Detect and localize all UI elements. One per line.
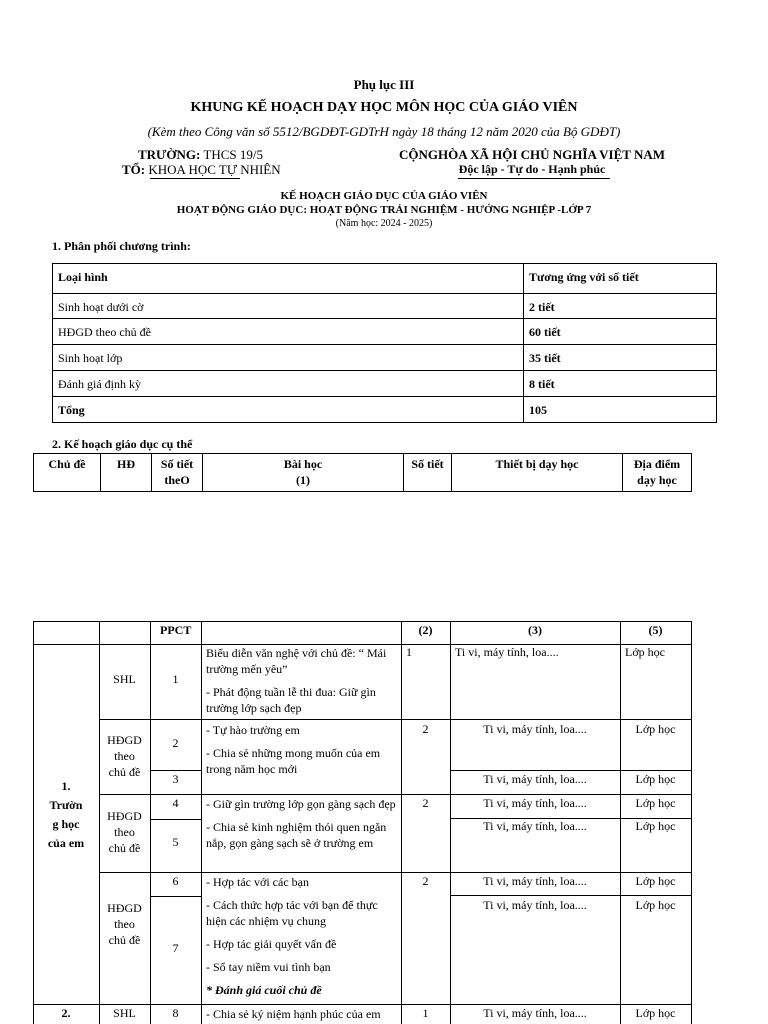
- col-place-header: [623, 454, 692, 492]
- hdgd-line3: chủ đề: [108, 841, 141, 855]
- plan-header-table: [33, 453, 692, 492]
- ppct-value: 4: [172, 796, 179, 810]
- table-row: [53, 319, 717, 345]
- ppct-value: 7: [172, 941, 179, 955]
- equipment-value: Ti vi, máy tính, loa....: [483, 874, 587, 888]
- motto-underline: [458, 178, 610, 179]
- group-line: [122, 162, 281, 178]
- hdgd-line1: HĐGD: [107, 733, 142, 747]
- lesson-text: - Sổ tay niềm vui tình bạn: [206, 960, 331, 974]
- nation-title: CỘNGHÒA XÃ HỘI CHỦ NGHĨA VIỆT NAM: [398, 147, 666, 162]
- appendix-label: Phụ lục III: [353, 77, 415, 92]
- hd-shl-1: SHL: [113, 672, 136, 686]
- lesson-cell-1: [206, 645, 398, 716]
- ppct-header: PPCT: [160, 623, 192, 637]
- place-value: Lớp học: [635, 722, 676, 736]
- row-periods: 60 tiết: [524, 319, 717, 345]
- col-periods-header: Tương ứng với số tiết: [524, 264, 717, 294]
- col-ppct-line1: Số tiết: [160, 457, 194, 471]
- col3-header: (3): [528, 623, 542, 637]
- hd-hdgd-3: [99, 900, 150, 948]
- total-label: Tổng: [53, 397, 524, 423]
- document-title: KHUNG KẾ HOẠCH DẠY HỌC MÔN HỌC CỦA GIÁO VIÊN: [190, 100, 578, 115]
- lesson-text: - Chia sẻ kinh nghiệm thói quen ngăn nắp, gọn gàng sạch sẽ ở trường em: [206, 820, 387, 850]
- place-value: Lớp học: [635, 898, 676, 912]
- group-label: TỔ:: [122, 162, 146, 177]
- col5-header: (5): [648, 623, 663, 637]
- school-label: TRƯỜNG:: [138, 147, 201, 162]
- row-divider: [33, 1004, 692, 1005]
- lesson-text: - Giữ gìn trường lớp gọn gàng sạch đẹp: [206, 797, 396, 811]
- table-row: [53, 345, 717, 371]
- row-divider: [99, 719, 692, 720]
- lesson-text: - Hợp tác giải quyết vấn đề: [206, 937, 337, 951]
- place-value: Lớp học: [635, 772, 676, 786]
- col-divider: [401, 621, 402, 1024]
- equipment-value: Ti vi, máy tính, loa....: [455, 645, 559, 659]
- topic-1-line1: Trườn: [49, 798, 83, 812]
- ppct-value: 6: [172, 874, 179, 888]
- school-name: THCS 19/5: [200, 147, 263, 162]
- row-divider: [150, 770, 201, 771]
- periods-value: 2: [422, 874, 429, 888]
- topic-2: 2.: [61, 1006, 71, 1020]
- table-row: [53, 371, 717, 397]
- col-topic-header: Chủ đề: [34, 454, 101, 492]
- lesson-text: - Chia sẻ kỷ niệm hạnh phúc của em: [206, 1007, 381, 1021]
- hdgd-line1: HĐGD: [107, 809, 142, 823]
- col-equipment-header: Thiết bị dạy học: [452, 454, 623, 492]
- col-type-header: Loại hình: [53, 264, 524, 294]
- equipment-value: Ti vi, máy tính, loa....: [483, 898, 587, 912]
- hdgd-line2: theo: [114, 917, 135, 931]
- distribution-header-row: [53, 264, 717, 294]
- hd-hdgd-2: [99, 808, 150, 856]
- col-ppct-line2: theO: [164, 473, 190, 487]
- place-value: Lớp học: [635, 874, 676, 888]
- periods-value: 1: [406, 645, 412, 659]
- equipment-value: Ti vi, máy tính, loa....: [483, 1006, 587, 1020]
- place-value: Lớp học: [625, 645, 666, 659]
- lesson-text: * Đánh giá cuối chủ đề: [206, 983, 322, 997]
- row-periods: 35 tiết: [524, 345, 717, 371]
- col-ppct-header: [152, 454, 203, 492]
- row-type: Sinh hoạt dưới cờ: [53, 294, 524, 319]
- total-value: 105: [524, 397, 717, 423]
- equipment-value: Ti vi, máy tính, loa....: [483, 796, 587, 810]
- ppct-value: 2: [172, 736, 179, 750]
- hdgd-line3: chủ đề: [108, 933, 141, 947]
- row-periods: 8 tiết: [524, 371, 717, 397]
- hdgd-line2: theo: [114, 825, 135, 839]
- row-divider: [450, 895, 692, 896]
- hdgd-line2: theo: [114, 749, 135, 763]
- table-row: [53, 294, 717, 319]
- hdgd-line1: HĐGD: [107, 901, 142, 915]
- place-value: Lớp học: [635, 796, 676, 810]
- col-lesson-line1: Bài học: [283, 457, 323, 471]
- lesson-text: - Cách thức hợp tác với bạn để thực hiện các nhiệm vụ chung: [206, 898, 378, 928]
- place-value: Lớp học: [635, 819, 676, 833]
- row-divider: [450, 770, 692, 771]
- lesson-text: - Hợp tác với các bạn: [206, 875, 309, 889]
- section2-title: 2. Kế hoạch giáo dục cụ thể: [52, 437, 193, 451]
- periods-value: 1: [422, 1006, 429, 1020]
- col-hd-header: HĐ: [101, 454, 152, 492]
- row-divider: [150, 819, 201, 820]
- hd-shl-2: SHL: [113, 1006, 136, 1020]
- lesson-cell-8: [206, 1006, 398, 1022]
- equipment-value: Ti vi, máy tính, loa....: [483, 819, 587, 833]
- row-divider: [33, 621, 692, 622]
- row-periods: 2 tiết: [524, 294, 717, 319]
- row-type: Đánh giá định kỳ: [53, 371, 524, 397]
- total-row: [53, 397, 717, 423]
- lesson-cell-4: [206, 796, 398, 851]
- topic-1-number: 1.: [61, 779, 71, 793]
- col-place-line2: dạy học: [637, 473, 677, 487]
- equipment-value: Ti vi, máy tính, loa....: [483, 772, 587, 786]
- group-name: KHOA HỌC TỰ NHIÊN: [145, 162, 281, 177]
- row-divider: [99, 872, 692, 873]
- col-lesson-line2: (1): [296, 473, 310, 487]
- distribution-table: [52, 263, 717, 423]
- hdgd-line3: chủ đề: [108, 765, 141, 779]
- lesson-text: - Phát động tuần lễ thi đua: Giữ gìn trường lớp sạch đẹp: [206, 685, 376, 715]
- lesson-text: Biểu diễn văn nghệ với chủ đề: “ Mái trường mến yêu”: [206, 646, 387, 676]
- col2-header: (2): [418, 623, 433, 637]
- activity-title: HOẠT ĐỘNG GIÁO DỤC: HOẠT ĐỘNG TRẢI NGHIỆM - HƯỚNG NGHIỆP -LỚP 7: [176, 204, 592, 216]
- lesson-text: - Tự hào trường em: [206, 723, 300, 737]
- col-place-line1: Địa điểm: [633, 457, 681, 471]
- row-type: Sinh hoạt lớp: [53, 345, 524, 371]
- nation-motto: Độc lập - Tự do - Hạnh phúc: [458, 162, 606, 176]
- row-type: HĐGD theo chủ đề: [53, 319, 524, 345]
- section1-title: 1. Phân phối chương trình:: [52, 239, 191, 253]
- topic-1-line3: của em: [47, 836, 85, 850]
- hd-hdgd-1: [99, 732, 150, 780]
- topic-1: [33, 777, 99, 853]
- col-divider: [201, 621, 202, 1024]
- equipment-value: Ti vi, máy tính, loa....: [483, 722, 587, 736]
- col-lesson-header: [203, 454, 404, 492]
- row-divider: [99, 794, 692, 795]
- school-line: [138, 147, 263, 163]
- col-divider: [691, 621, 692, 1024]
- periods-value: 2: [422, 722, 429, 736]
- ppct-value: 1: [172, 672, 179, 686]
- ppct-value: 3: [172, 772, 179, 786]
- topic-1-line2: g học: [52, 817, 80, 831]
- plan-title: KẾ HOẠCH GIÁO DỤC CỦA GIÁO VIÊN: [280, 190, 488, 202]
- col-periods2-header: Số tiết: [404, 454, 452, 492]
- lesson-cell-6: [206, 874, 398, 998]
- lesson-text: - Chia sẻ những mong muốn của em trong năm học mới: [206, 746, 381, 776]
- periods-value: 2: [422, 796, 429, 810]
- place-value: Lớp học: [635, 1006, 676, 1020]
- lesson-cell-2: [206, 722, 398, 777]
- school-year: (Năm học: 2024 - 2025): [335, 218, 433, 229]
- ppct-value: 5: [172, 835, 179, 849]
- row-divider: [150, 896, 201, 897]
- school-underline: [150, 178, 240, 179]
- dispatch-note: (Kèm theo Công văn số 5512/BGDĐT-GDTrH ngày 18 tháng 12 năm 2020 của Bộ GDĐT): [147, 124, 621, 139]
- ppct-value: 8: [172, 1006, 179, 1020]
